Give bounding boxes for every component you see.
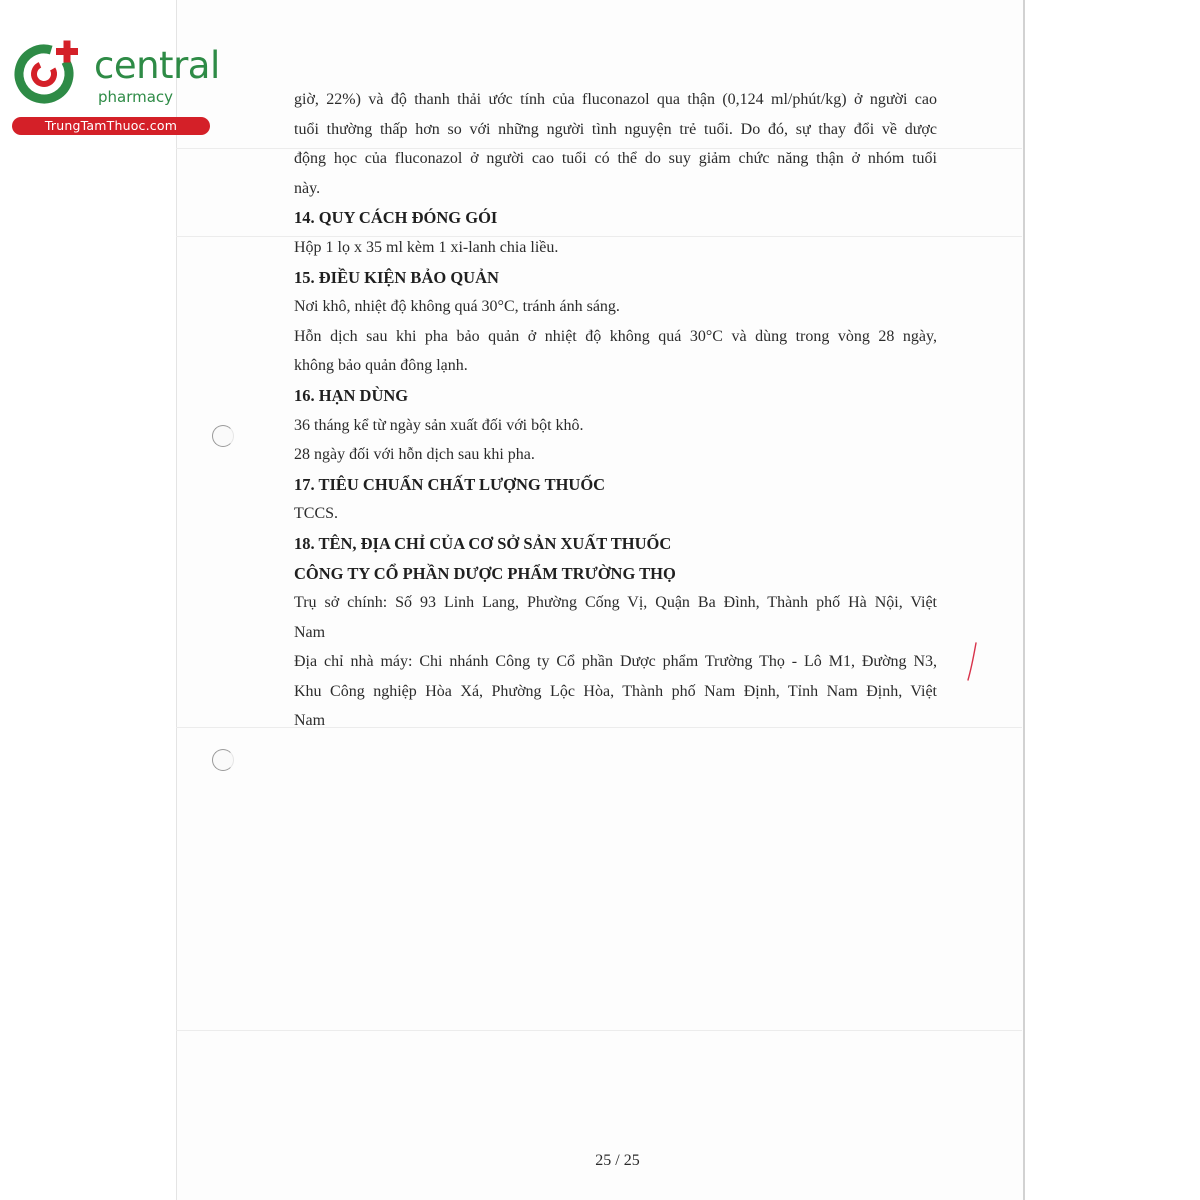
body-text-line: Địa chỉ nhà máy: Chi nhánh Công ty Cổ phần Dược phẩm Trường Thọ - Lô M1, Đường N3,: [294, 653, 937, 671]
document-text: [294, 85, 937, 736]
section-heading: CÔNG TY CỔ PHẦN DƯỢC PHẨM TRƯỜNG THỌ: [294, 563, 676, 583]
section-heading: 17. TIÊU CHUẨN CHẤT LƯỢNG THUỐC: [294, 474, 606, 494]
body-text-line: Nam: [294, 623, 326, 641]
body-text-line: Trụ sở chính: Số 93 Linh Lang, Phường Cống Vị, Quận Ba Đình, Thành phố Hà Nội, Việt: [294, 594, 937, 612]
brand-website: TrungTamThuoc.com: [12, 117, 210, 135]
body-text-line: này.: [294, 179, 321, 197]
brand-name: central: [94, 44, 220, 87]
body-text-line: Nam: [294, 712, 326, 730]
section-heading: 14. QUY CÁCH ĐÓNG GÓI: [294, 208, 498, 228]
section-heading: 16. HẠN DÙNG: [294, 385, 409, 405]
section-heading: 15. ĐIỀU KIỆN BẢO QUẢN: [294, 267, 499, 287]
body-text-line: TCCS.: [294, 505, 339, 523]
red-pen-mark: [965, 640, 981, 684]
brand-subtitle: pharmacy: [98, 88, 174, 106]
body-text-line: giờ, 22%) và độ thanh thải ước tính của fluconazol qua thận (0,124 ml/phút/kg) ở người cao: [294, 91, 937, 108]
cross-logo-icon: [10, 36, 94, 116]
page-number: 25 / 25: [595, 1152, 640, 1169]
body-text-line: Nơi khô, nhiệt độ không quá 30°C, tránh ánh sáng.: [294, 298, 620, 316]
body-text-line: 28 ngày đối với hỗn dịch sau khi pha.: [294, 446, 535, 464]
body-text-line: 36 tháng kể từ ngày sản xuất đối với bột khô.: [294, 416, 584, 434]
body-text-line: Hộp 1 lọ x 35 ml kèm 1 xi-lanh chia liều.: [294, 238, 559, 256]
body-text-line: Khu Công nghiệp Hòa Xá, Phường Lộc Hòa, Thành phố Nam Định, Tỉnh Nam Định, Việt: [294, 682, 937, 700]
body-text-line: Hỗn dịch sau khi pha bảo quản ở nhiệt độ không quá 30°C và dùng trong vòng 28 ngày,: [294, 327, 937, 345]
pharmacy-logo: [10, 36, 220, 136]
scan-line: [176, 1030, 1022, 1031]
body-text-line: động học của fluconazol ở người cao tuổi có thể do suy giảm chức năng thận ở nhóm tuổi: [294, 150, 937, 168]
body-text-line: tuổi thường thấp hơn so với những người tình nguyện trẻ tuổi. Do đó, sự thay đổi về dược: [294, 120, 937, 138]
punch-hole: [212, 749, 234, 771]
body-text-line: không bảo quản đông lạnh.: [294, 357, 468, 375]
punch-hole: [212, 425, 234, 447]
section-heading: 18. TÊN, ĐỊA CHỈ CỦA CƠ SỞ SẢN XUẤT THUỐC: [294, 533, 672, 553]
